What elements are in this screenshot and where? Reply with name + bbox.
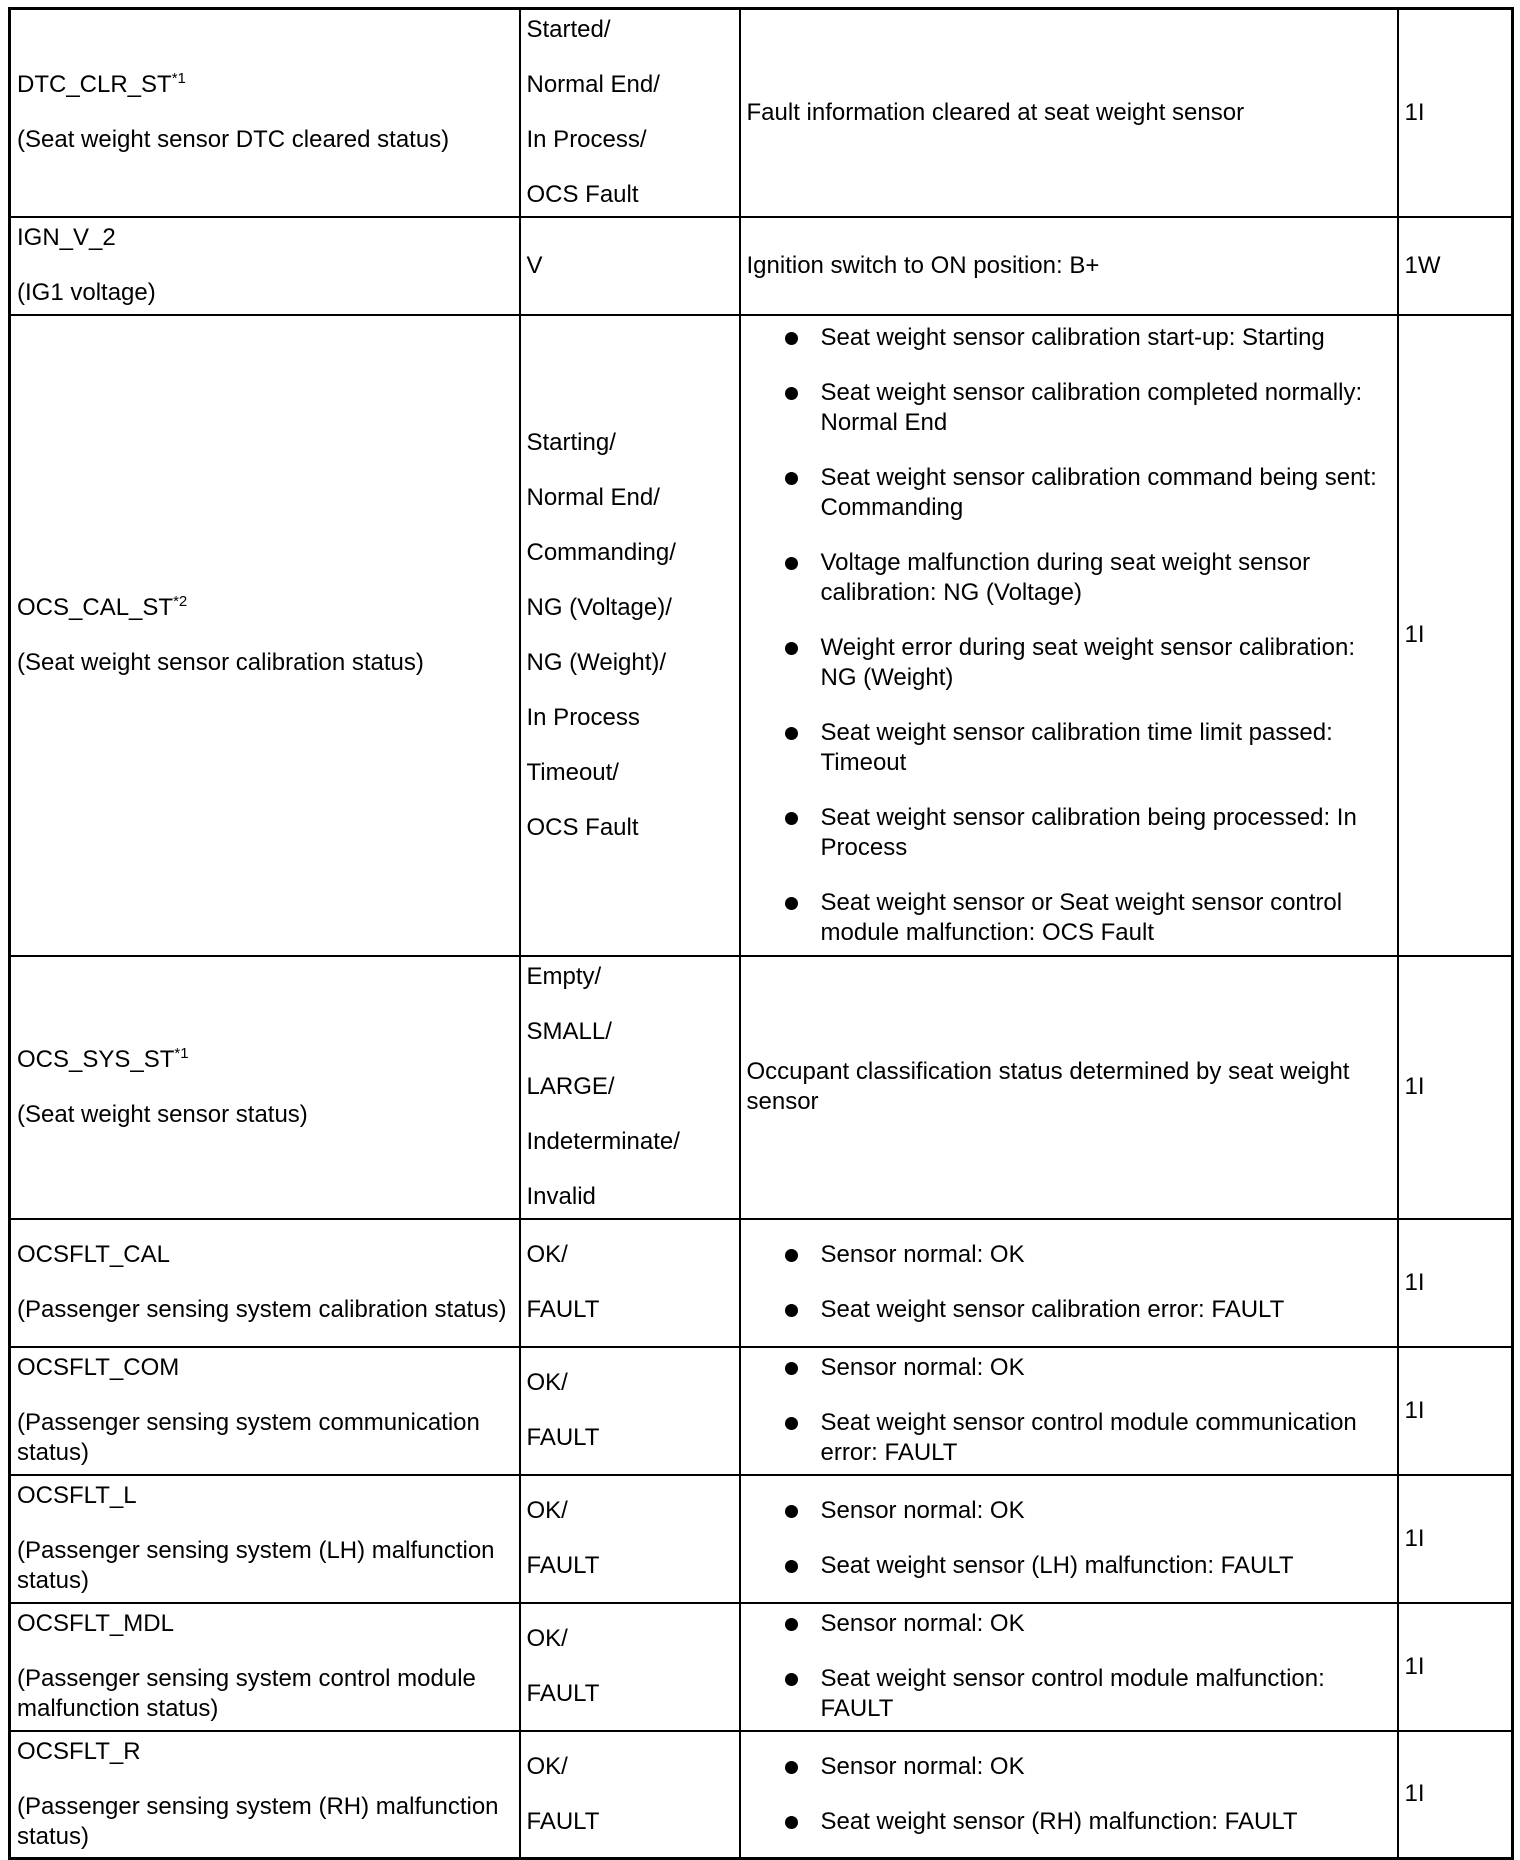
item-description: (Passenger sensing system communication status) xyxy=(17,1409,480,1466)
values-cell xyxy=(520,1731,740,1859)
item-description: (Passenger sensing system calibration status) xyxy=(17,1296,507,1323)
item-name: OCSFLT_L xyxy=(17,1482,137,1509)
item-name: OCSFLT_MDL xyxy=(17,1610,174,1637)
table-row xyxy=(10,1219,1513,1347)
table-row xyxy=(10,1475,1513,1603)
values-cell xyxy=(520,1475,740,1603)
item-cell xyxy=(10,315,520,956)
table-row xyxy=(10,956,1513,1219)
item-name: IGN_V_2 xyxy=(17,224,116,251)
item-name: OCS_SYS_ST xyxy=(17,1045,175,1073)
value-option: Commanding/ xyxy=(526,538,676,566)
value-option: In Process/ xyxy=(526,126,647,154)
item-cell xyxy=(10,9,520,217)
condition-item: Seat weight sensor (RH) malfunction: FAULT xyxy=(821,1807,1391,1837)
value-option: FAULT xyxy=(526,1807,600,1835)
reference-code: 1I xyxy=(1404,621,1425,648)
condition-list xyxy=(747,323,1391,948)
footnote-mark: *1 xyxy=(174,1044,189,1062)
item-name: OCSFLT_CAL xyxy=(17,1241,170,1268)
item-cell xyxy=(10,1347,520,1475)
item-cell xyxy=(10,1219,520,1347)
value-option: Normal End/ xyxy=(526,71,660,99)
item-description: (IG1 voltage) xyxy=(17,279,156,306)
condition-cell xyxy=(740,1475,1398,1603)
values-cell xyxy=(520,956,740,1219)
condition-list xyxy=(747,1609,1391,1724)
reference-cell xyxy=(1398,315,1513,956)
condition-item: Sensor normal: OK xyxy=(821,1240,1391,1270)
value-option: In Process xyxy=(526,703,640,731)
footnote-mark: *1 xyxy=(171,70,186,88)
condition-item: Seat weight sensor calibration completed normally: Normal End xyxy=(821,378,1391,438)
reference-cell xyxy=(1398,1731,1513,1859)
reference-code: 1I xyxy=(1404,1268,1425,1296)
reference-cell xyxy=(1398,1475,1513,1603)
table-row xyxy=(10,315,1513,956)
item-description: (Passenger sensing system (RH) malfunction status) xyxy=(17,1792,499,1850)
value-option: SMALL/ xyxy=(526,1018,612,1045)
item-description: (Seat weight sensor status) xyxy=(17,1100,308,1128)
item-cell xyxy=(10,1475,520,1603)
item-description: (Seat weight sensor DTC cleared status) xyxy=(17,126,450,154)
condition-list xyxy=(747,1752,1391,1837)
condition-cell xyxy=(740,956,1398,1219)
reference-code: 1I xyxy=(1404,1396,1425,1424)
value-option: Starting/ xyxy=(526,428,616,456)
reference-cell xyxy=(1398,1603,1513,1731)
value-option: Normal End/ xyxy=(526,483,660,511)
value-option: FAULT xyxy=(526,1296,600,1323)
table-row xyxy=(10,9,1513,217)
value-option: NG (Voltage)/ xyxy=(526,593,672,621)
value-option: OCS Fault xyxy=(526,181,639,209)
item-cell xyxy=(10,956,520,1219)
value-option: Indeterminate/ xyxy=(526,1128,680,1155)
condition-list xyxy=(747,1496,1391,1581)
condition-item: Seat weight sensor (LH) malfunction: FAULT xyxy=(821,1551,1391,1581)
table-row xyxy=(10,217,1513,315)
item-name: OCSFLT_R xyxy=(17,1737,141,1765)
reference-code: 1I xyxy=(1404,1780,1425,1808)
values-cell xyxy=(520,315,740,956)
item-cell xyxy=(10,1731,520,1859)
item-name: OCSFLT_COM xyxy=(17,1354,180,1381)
value-option: OK/ xyxy=(526,1369,568,1396)
item-description: (Passenger sensing system (LH) malfunction status) xyxy=(17,1537,495,1594)
value-option: Invalid xyxy=(526,1183,596,1210)
values-cell xyxy=(520,217,740,315)
value-option: OK/ xyxy=(526,1625,568,1652)
footnote-mark: *2 xyxy=(173,592,188,610)
reference-cell xyxy=(1398,1347,1513,1475)
condition-cell xyxy=(740,315,1398,956)
value-option: V xyxy=(526,251,543,279)
reference-code: 1W xyxy=(1404,251,1441,279)
value-option: FAULT xyxy=(526,1680,600,1707)
condition-item: Sensor normal: OK xyxy=(821,1496,1391,1526)
condition-cell xyxy=(740,217,1398,315)
value-option: FAULT xyxy=(526,1552,600,1579)
condition-cell xyxy=(740,1347,1398,1475)
condition-cell xyxy=(740,1603,1398,1731)
parameter-table xyxy=(8,7,1514,1860)
condition-text: Occupant classification status determined by seat weight sensor xyxy=(746,1058,1350,1115)
condition-item: Sensor normal: OK xyxy=(821,1752,1391,1782)
condition-cell xyxy=(740,1731,1398,1859)
condition-item: Seat weight sensor calibration being processed: In Process xyxy=(821,803,1391,863)
table-row xyxy=(10,1347,1513,1475)
reference-cell xyxy=(1398,217,1513,315)
condition-text: Ignition switch to ON position: B+ xyxy=(746,251,1100,279)
item-cell xyxy=(10,1603,520,1731)
condition-cell xyxy=(740,9,1398,217)
value-option: FAULT xyxy=(526,1424,600,1451)
reference-code: 1I xyxy=(1404,98,1425,126)
item-description: (Seat weight sensor calibration status) xyxy=(17,648,424,676)
condition-item: Seat weight sensor calibration start-up: Starting xyxy=(821,323,1391,353)
item-description: (Passenger sensing system control module malfunction status) xyxy=(17,1665,476,1722)
condition-cell xyxy=(740,1219,1398,1347)
reference-cell xyxy=(1398,9,1513,217)
value-option: OCS Fault xyxy=(526,813,639,841)
condition-item: Weight error during seat weight sensor calibration: NG (Weight) xyxy=(821,633,1391,693)
reference-code: 1I xyxy=(1404,1073,1425,1100)
condition-item: Sensor normal: OK xyxy=(821,1353,1391,1383)
value-option: OK/ xyxy=(526,1241,568,1268)
values-cell xyxy=(520,1603,740,1731)
reference-code: 1I xyxy=(1404,1652,1425,1680)
item-name: DTC_CLR_ST xyxy=(17,71,172,99)
condition-item: Seat weight sensor calibration command being sent: Commanding xyxy=(821,463,1391,523)
reference-cell xyxy=(1398,1219,1513,1347)
condition-item: Seat weight sensor control module malfunction: FAULT xyxy=(821,1664,1391,1724)
condition-item: Seat weight sensor calibration time limit passed: Timeout xyxy=(821,718,1391,778)
values-cell xyxy=(520,1219,740,1347)
condition-item: Voltage malfunction during seat weight sensor calibration: NG (Voltage) xyxy=(821,548,1391,608)
item-name: OCS_CAL_ST xyxy=(17,593,174,621)
table-row xyxy=(10,1603,1513,1731)
values-cell xyxy=(520,9,740,217)
value-option: OK/ xyxy=(526,1497,568,1524)
condition-item: Sensor normal: OK xyxy=(821,1609,1391,1639)
table-row xyxy=(10,1731,1513,1859)
value-option: LARGE/ xyxy=(526,1073,615,1100)
reference-cell xyxy=(1398,956,1513,1219)
condition-item: Seat weight sensor calibration error: FAULT xyxy=(821,1295,1391,1325)
condition-text: Fault information cleared at seat weight sensor xyxy=(746,98,1245,126)
value-option: OK/ xyxy=(526,1752,568,1780)
reference-code: 1I xyxy=(1404,1524,1425,1552)
values-cell xyxy=(520,1347,740,1475)
condition-item: Seat weight sensor control module communication error: FAULT xyxy=(821,1408,1391,1468)
value-option: Started/ xyxy=(526,16,611,44)
condition-item: Seat weight sensor or Seat weight sensor control module malfunction: OCS Fault xyxy=(821,888,1391,948)
value-option: Timeout/ xyxy=(526,758,619,786)
item-cell xyxy=(10,217,520,315)
condition-list xyxy=(747,1353,1391,1468)
value-option: Empty/ xyxy=(526,963,602,990)
condition-list xyxy=(747,1240,1391,1325)
value-option: NG (Weight)/ xyxy=(526,648,667,676)
